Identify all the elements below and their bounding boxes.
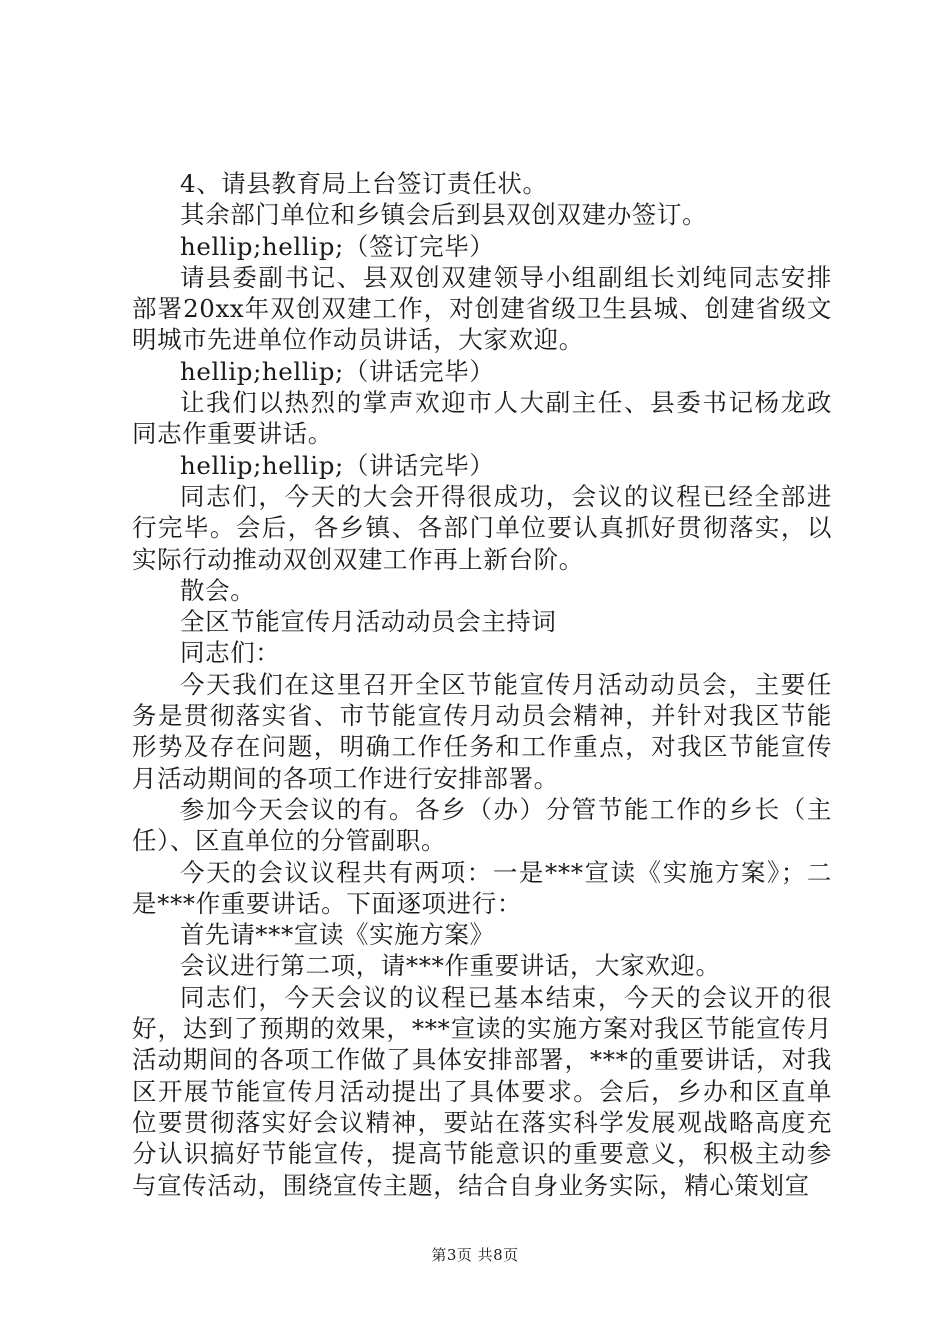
paragraph: 请县委副书记、县双创双建领导小组副组长刘纯同志安排部署20xx年双创双建工作，对创建省级卫生县城、创建省级文明城市先进单位作动员讲话，大家欢迎。 — [132, 262, 832, 355]
paragraph: 参加今天会议的有。各乡（办）分管节能工作的乡长（主任）、区直单位的分管副职。 — [132, 794, 832, 856]
salutation: 同志们： — [180, 638, 281, 668]
document-body — [132, 168, 832, 1201]
paragraph: 散会。 — [180, 575, 256, 605]
paragraph: 让我们以热烈的掌声欢迎市人大副主任、县委书记杨龙政同志作重要讲话。 — [132, 388, 832, 449]
paragraph: 同志们，今天的大会开得很成功，会议的议程已经全部进行完毕。会后，各乡镇、各部门单位要认真抓好贯彻落实，以实际行动推动双创双建工作再上新台阶。 — [132, 481, 832, 574]
page-number-footer: 第3页 共8页 — [431, 1246, 519, 1264]
paragraph: hellip;hellip;（签订完毕） — [180, 231, 495, 261]
section-title: 全区节能宣传月活动动员会主持词 — [180, 607, 557, 637]
paragraph: 首先请***宣读《实施方案》 — [180, 920, 495, 950]
paragraph: 今天的会议议程共有两项：一是***宣读《实施方案》；二是***作重要讲话。下面逐项进行： — [132, 857, 832, 918]
paragraph: 同志们，今天会议的议程已基本结束，今天的会议开的很好，达到了预期的效果，***宣读的实施方案对我区节能宣传月活动期间的各项工作做了具体安排部署，***的重要讲话，对我区开展节能宣传月活动提出了具体要求。会后，乡办和区直单位要贯彻落实好会议精神，要站在落实科学发展观战略高度充分认识搞好节能宣传，提高节能意识的重要意义，积极主动参与宣传活动，围绕宣传主题，结合自身业务实际，精心策划宣 — [132, 982, 832, 1200]
paragraph: hellip;hellip;（讲话完毕） — [180, 356, 495, 386]
paragraph: 其余部门单位和乡镇会后到县双创双建办签订。 — [180, 200, 708, 230]
paragraph: 今天我们在这里召开全区节能宣传月活动动员会，主要任务是贯彻落实省、市节能宣传月动员会精神，并针对我区节能形势及存在问题，明确工作任务和工作重点，对我区节能宣传月活动期间的各项工作进行安排部署。 — [132, 669, 832, 793]
paragraph: 会议进行第二项，请***作重要讲话，大家欢迎。 — [180, 951, 721, 981]
paragraph: 4、请县教育局上台签订责任状。 — [180, 169, 548, 198]
paragraph: hellip;hellip;（讲话完毕） — [180, 450, 495, 480]
